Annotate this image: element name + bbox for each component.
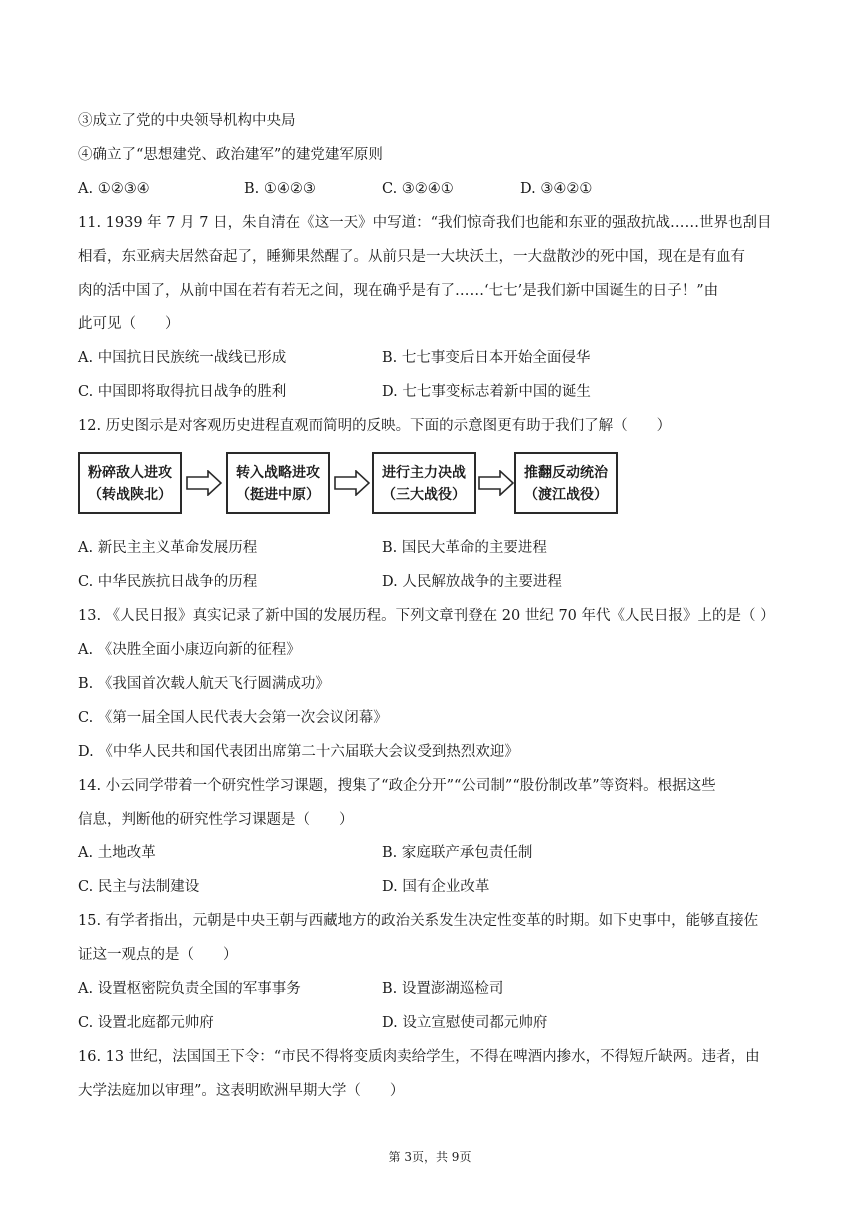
q16-stem-line-2: 大学法庭加以审理”。这表明欧洲早期大学（ ） xyxy=(78,1083,405,1099)
q11-options-row-2 xyxy=(78,382,788,402)
q12-options-row-1 xyxy=(78,538,788,558)
q14-stem-line-1: 14. 小云同学带着一个研究性学习课题，搜集了“政企分开”“公司制”“股份制改革”等资料。根据这些 xyxy=(78,778,716,794)
flow-box-2-sub: （挺进中原） xyxy=(236,487,320,503)
q11-option-a: A. 中国抗日民族统一战线已形成 xyxy=(78,350,287,366)
q14-option-a: A. 土地改革 xyxy=(78,845,156,861)
q14-option-b: B. 家庭联产承包责任制 xyxy=(382,845,533,861)
q12-option-d: D. 人民解放战争的主要进程 xyxy=(382,574,562,590)
page-footer: 第 3页，共 9页 xyxy=(388,1150,472,1164)
flow-box-4-title: 推翻反动统治 xyxy=(524,465,608,481)
q10-option-b: B. ①④②③ xyxy=(244,181,316,197)
q12-option-b: B. 国民大革命的主要进程 xyxy=(382,540,547,556)
q12-option-c: C. 中华民族抗日战争的历程 xyxy=(78,574,258,590)
q10-option-c: C. ③②④① xyxy=(382,181,454,197)
flow-box-3-sub: （三大战役） xyxy=(382,487,466,503)
q11-option-b: B. 七七事变后日本开始全面侵华 xyxy=(382,350,591,366)
q12-stem: 12. 历史图示是对客观历史进程直观而简明的反映。下面的示意图更有助于我们了解（ ） xyxy=(78,418,672,434)
q15-option-a: A. 设置枢密院负责全国的军事事务 xyxy=(78,981,301,997)
q13-stem: 13. 《人民日报》真实记录了新中国的发展历程。下列文章刊登在 20 世纪 70 年代《人民日报》上的是（ ） xyxy=(78,608,775,624)
q15-options-row-2 xyxy=(78,1013,788,1033)
flow-arrow-3-icon xyxy=(478,470,514,496)
q15-option-d: D. 设立宣慰使司都元帅府 xyxy=(382,1015,548,1031)
flow-box-1-title: 粉碎敌人进攻 xyxy=(88,465,172,481)
q15-stem-line-1: 15. 有学者指出，元朝是中央王朝与西藏地方的政治关系发生决定性变革的时期。如下史事中，能够直接佐 xyxy=(78,913,759,929)
q10-statement-3: ③成立了党的中央领导机构中央局 xyxy=(78,113,296,129)
q10-option-d: D. ③④②① xyxy=(520,181,593,197)
q11-stem-line-4: 此可见（ ） xyxy=(78,316,180,332)
q15-option-b: B. 设置澎湖巡检司 xyxy=(382,981,504,997)
q15-option-c: C. 设置北庭都元帅府 xyxy=(78,1015,214,1031)
q11-stem-line-2: 相看，东亚病夫居然奋起了，睡狮果然醒了。从前只是一大块沃土，一大盘散沙的死中国，现在是有血有 xyxy=(78,249,745,265)
q11-option-d: D. 七七事变标志着新中国的诞生 xyxy=(382,384,591,400)
q11-options-row-1 xyxy=(78,348,788,368)
q14-stem-line-2: 信息，判断他的研究性学习课题是（ ） xyxy=(78,812,354,828)
flow-arrow-2-icon xyxy=(334,470,370,496)
q11-option-c: C. 中国即将取得抗日战争的胜利 xyxy=(78,384,287,400)
q10-statement-4: ④确立了“思想建党、政治建军”的建党建军原则 xyxy=(78,147,383,163)
q13-option-a: A. 《决胜全面小康迈向新的征程》 xyxy=(78,642,301,658)
q14-option-d: D. 国有企业改革 xyxy=(382,879,490,895)
flow-box-1 xyxy=(78,452,182,514)
q13-option-b: B. 《我国首次载人航天飞行圆满成功》 xyxy=(78,676,330,692)
q11-stem-line-1: 11. 1939 年 7 月 7 日，朱自清在《这一天》中写道：“我们惊奇我们也能和东亚的强敌抗战……世界也刮目 xyxy=(78,215,772,231)
flow-arrow-1-icon xyxy=(186,470,222,496)
flow-box-1-sub: （转战陕北） xyxy=(88,487,172,503)
q11-stem-line-3: 肉的活中国了，从前中国在若有若无之间，现在确乎是有了……‘七七’是我们新中国诞生的日子！”由 xyxy=(78,283,719,299)
flow-box-3-title: 进行主力决战 xyxy=(382,465,466,481)
q14-options-row-1 xyxy=(78,843,788,863)
flow-box-2 xyxy=(226,452,330,514)
liberation-war-flow-diagram xyxy=(78,448,618,524)
q13-option-c: C. 《第一届全国人民代表大会第一次会议闭幕》 xyxy=(78,710,388,726)
q12-option-a: A. 新民主主义革命发展历程 xyxy=(78,540,258,556)
flow-box-4 xyxy=(514,452,618,514)
q14-option-c: C. 民主与法制建设 xyxy=(78,879,200,895)
q13-option-d: D. 《中华人民共和国代表团出席第二十六届联大会议受到热烈欢迎》 xyxy=(78,744,519,760)
flow-box-2-title: 转入战略进攻 xyxy=(236,465,320,481)
flow-box-4-sub: （渡江战役） xyxy=(524,487,608,503)
q10-option-a: A. ①②③④ xyxy=(78,181,150,197)
q16-stem-line-1: 16. 13 世纪，法国国王下令：“市民不得将变质肉卖给学生，不得在啤酒内掺水，不得短斤缺两。违者，由 xyxy=(78,1049,760,1065)
q15-stem-line-2: 证这一观点的是（ ） xyxy=(78,947,238,963)
q14-options-row-2 xyxy=(78,877,788,897)
q12-options-row-2 xyxy=(78,572,788,592)
q15-options-row-1 xyxy=(78,979,788,999)
flow-box-3 xyxy=(372,452,476,514)
